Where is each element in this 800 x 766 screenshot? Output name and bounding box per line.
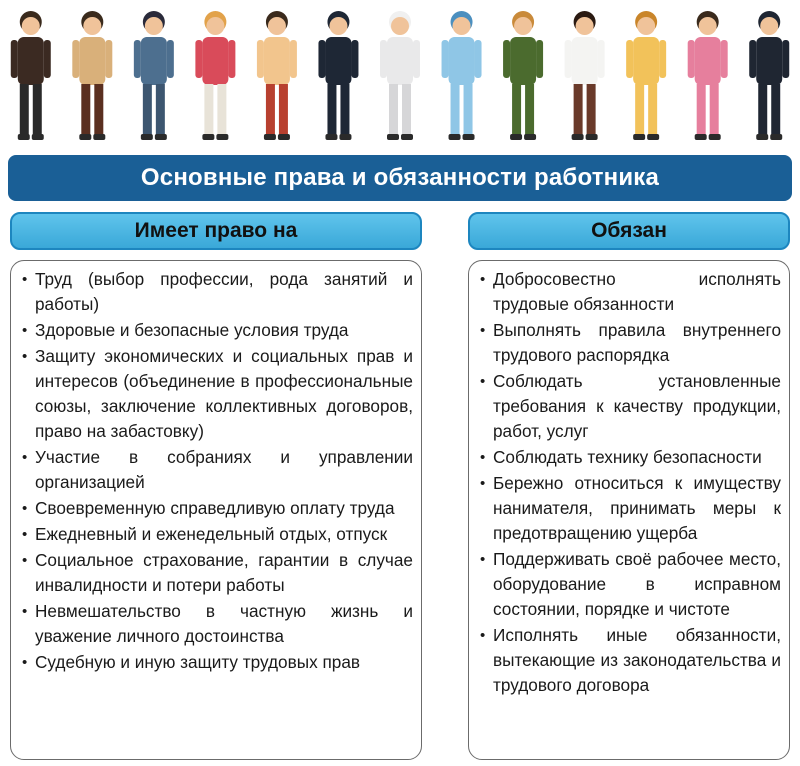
- designer-figure: [257, 11, 297, 140]
- list-item: • Ежедневный и еженедельный отдых, отпуск: [21, 522, 413, 547]
- nurse-figure: [688, 11, 728, 140]
- list-item: • Участие в собраниях и управлении организацией: [21, 445, 413, 495]
- rights-panel: [10, 260, 422, 760]
- list-item: • Соблюдать технику безопасности: [479, 445, 781, 470]
- page-title: Основные права и обязанности работника: [8, 155, 792, 201]
- list-item: • Бережно относиться к имуществу нанимателя, принимать меры к предотвращению ущерба: [479, 471, 781, 546]
- list-item: • Добросовестно исполнять трудовые обязанности: [479, 267, 781, 317]
- list-item: • Выполнять правила внутреннего трудового распорядка: [479, 318, 781, 368]
- list-item: • Соблюдать установленные требования к качеству продукции, работ, услуг: [479, 369, 781, 444]
- doctor-figure: [442, 11, 482, 140]
- duties-panel: [468, 260, 790, 760]
- list-item: • Поддерживать своё рабочее место, оборудование в исправном состоянии, порядке и чистоте: [479, 547, 781, 622]
- rights-list: [21, 267, 413, 675]
- pilot-figure: [318, 11, 358, 140]
- duties-header: Обязан: [468, 212, 790, 250]
- waiter-figure: [11, 11, 51, 140]
- photographer-figure: [195, 11, 235, 140]
- list-item: • Защиту экономических и социальных прав и интересов (объединение в профессиональные союзы, заключение коллективных договоров, право на забастовку): [21, 344, 413, 444]
- farmer-figure: [503, 11, 543, 140]
- list-item: • Исполнять иные обязанности, вытекающие из законодательства и трудового договора: [479, 623, 781, 698]
- list-item: • Судебную и иную защиту трудовых прав: [21, 650, 413, 675]
- businessman-figure: [72, 11, 112, 140]
- rights-header: Имеет право на: [10, 212, 422, 250]
- list-item: • Невмешательство в частную жизнь и уважение личного достоинства: [21, 599, 413, 649]
- duties-list: [479, 267, 781, 698]
- professions-illustration: [0, 0, 800, 150]
- astronaut-figure: [380, 11, 420, 140]
- physician-figure: [565, 11, 605, 140]
- list-item: • Труд (выбор профессии, рода занятий и работы): [21, 267, 413, 317]
- police-figure: [749, 11, 789, 140]
- list-item: • Социальное страхование, гарантии в случае инвалидности и потери работы: [21, 548, 413, 598]
- firefighter-figure: [626, 11, 666, 140]
- janitor-figure: [134, 11, 174, 140]
- list-item: • Своевременную справедливую оплату труда: [21, 496, 413, 521]
- list-item: • Здоровые и безопасные условия труда: [21, 318, 413, 343]
